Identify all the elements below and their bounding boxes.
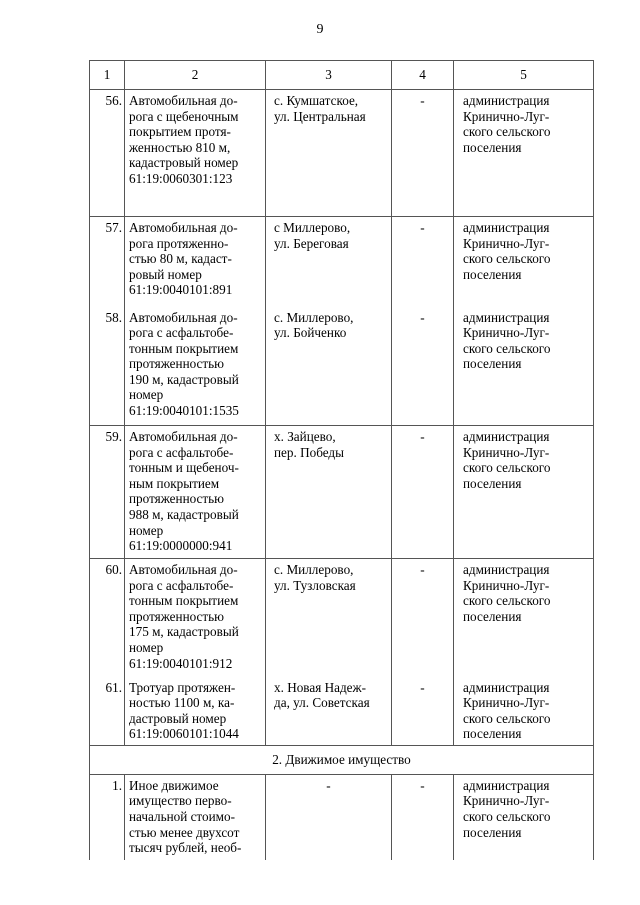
section-title: 2. Движимое имущество (90, 745, 594, 774)
table-row (90, 307, 594, 426)
row-number: 1. (90, 774, 125, 860)
object-col4: - (392, 90, 454, 217)
object-col4: - (392, 307, 454, 426)
object-owner: администрация Кринично-Луг- ского сельского поселения (454, 559, 594, 677)
row-number: 59. (90, 426, 125, 559)
column-number-header-row (90, 61, 594, 90)
table-row (90, 217, 594, 307)
object-name: Автомобильная до- рога с асфальтобе- тонным покрытием протяженностью 190 м, кадастровый номер 61:19:0040101:1535 (125, 307, 266, 426)
table-row (90, 677, 594, 746)
object-owner: администрация Кринично-Луг- ского сельского поселения (454, 307, 594, 426)
object-owner: администрация Кринично-Луг- ского сельского поселения (454, 217, 594, 307)
object-owner: администрация Кринично-Луг- ского сельского поселения (454, 774, 594, 860)
object-owner: администрация Кринично-Луг- ского сельского поселения (454, 677, 594, 746)
object-name: Автомобильная до- рога с щебеночным покрытием протя- женностью 810 м, кадастровый номер 61:19:0060301:123 (125, 90, 266, 217)
object-address: с. Кумшатское, ул. Центральная (266, 90, 392, 217)
object-col4: - (392, 217, 454, 307)
table-row (90, 559, 594, 677)
object-name: Иное движимое имущество перво- начальной стоимо- стью менее двухсот тысяч рублей, необ- (125, 774, 266, 860)
row-number: 60. (90, 559, 125, 677)
row-number: 56. (90, 90, 125, 217)
object-owner: администрация Кринично-Луг- ского сельского поселения (454, 426, 594, 559)
object-address: с. Миллерово, ул. Бойченко (266, 307, 392, 426)
row-number: 57. (90, 217, 125, 307)
header-col-4: 4 (392, 61, 454, 90)
page-number: 9 (316, 22, 324, 37)
object-name: Автомобильная до- рога с асфальтобе- тонным и щебеноч- ным покрытием протяженностью 988 м, кадастровый номер 61:19:0000000:941 (125, 426, 266, 559)
table-row (90, 426, 594, 559)
row-number: 61. (90, 677, 125, 746)
object-owner: администрация Кринично-Луг- ского сельского поселения (454, 90, 594, 217)
header-col-1: 1 (90, 61, 125, 90)
table-row (90, 90, 594, 217)
object-address: с Миллерово, ул. Береговая (266, 217, 392, 307)
object-col4: - (392, 774, 454, 860)
object-name: Тротуар протяжен- ностью 1100 м, ка- дастровый номер 61:19:0060101:1044 (125, 677, 266, 746)
object-address: х. Новая Надеж- да, ул. Советская (266, 677, 392, 746)
section-heading-row (90, 745, 594, 774)
header-col-2: 2 (125, 61, 266, 90)
object-name: Автомобильная до- рога с асфальтобе- тонным покрытием протяженностью 175 м, кадастровый номер 61:19:0040101:912 (125, 559, 266, 677)
object-address: х. Зайцево, пер. Победы (266, 426, 392, 559)
object-address: с. Миллерово, ул. Тузловская (266, 559, 392, 677)
header-col-3: 3 (266, 61, 392, 90)
row-number: 58. (90, 307, 125, 426)
object-col4: - (392, 677, 454, 746)
object-name: Автомобильная до- рога протяженно- стью 80 м, кадаст- ровый номер 61:19:0040101:891 (125, 217, 266, 307)
object-col4: - (392, 426, 454, 559)
header-col-5: 5 (454, 61, 594, 90)
object-col4: - (392, 559, 454, 677)
object-address: - (266, 774, 392, 860)
table-row (90, 774, 594, 860)
property-registry-table (89, 60, 594, 860)
